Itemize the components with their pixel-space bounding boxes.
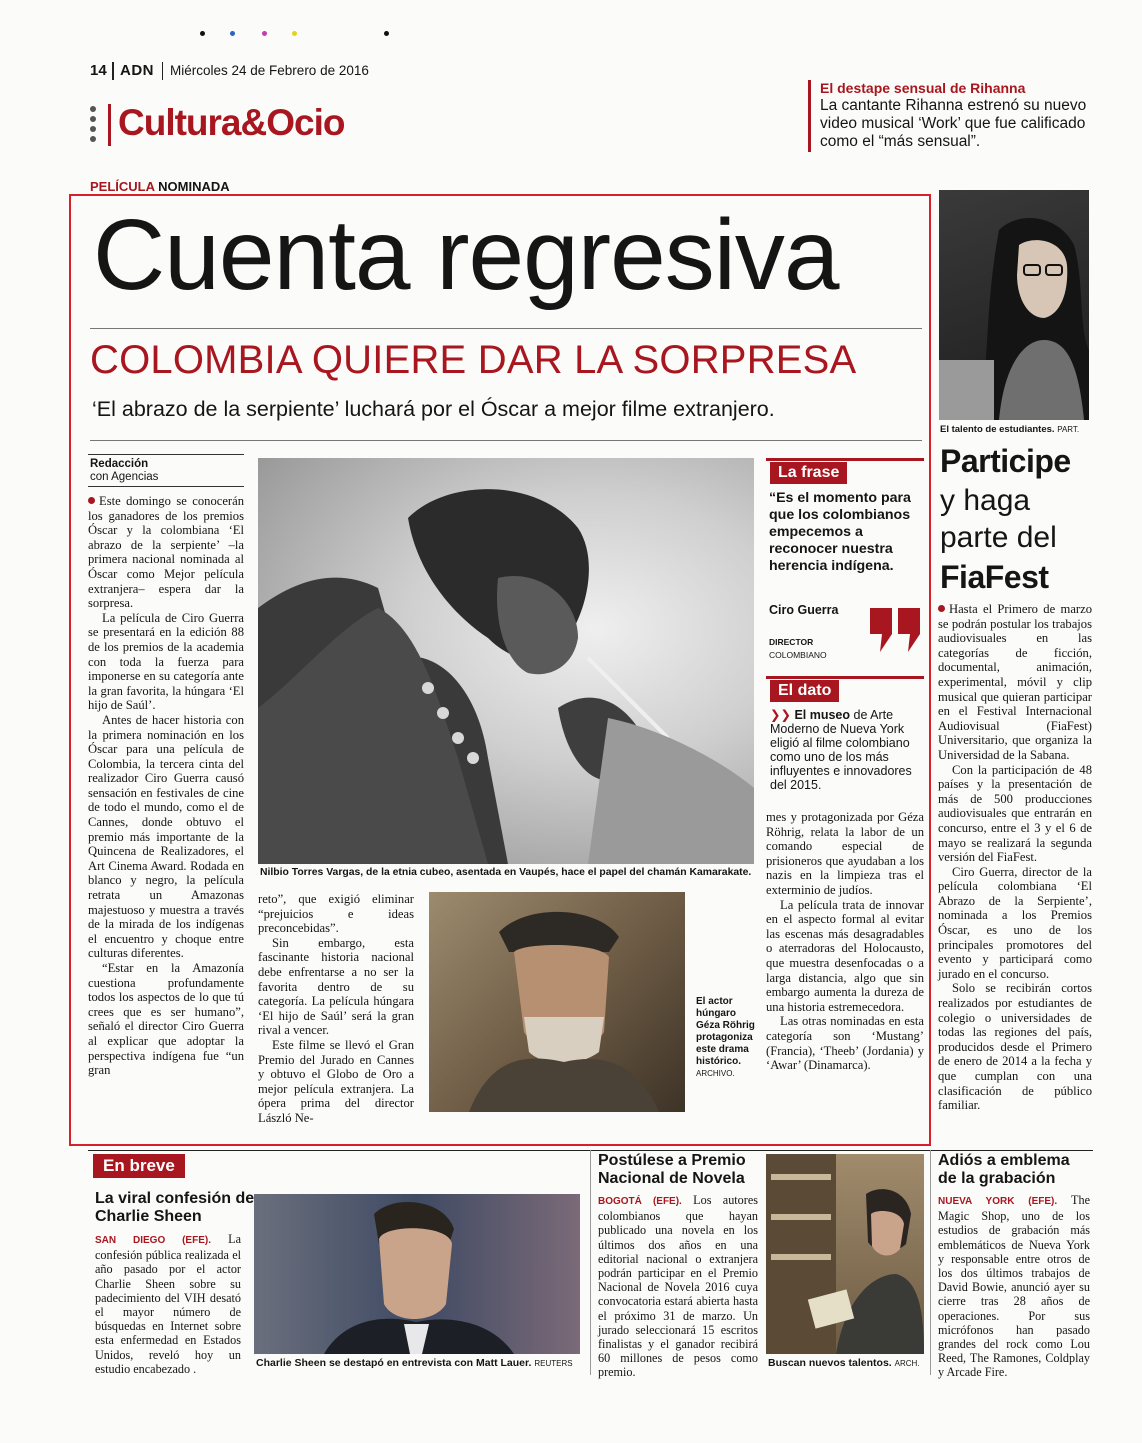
- quote-author: Ciro Guerra: [769, 603, 839, 617]
- novela-photo-caption: Buscan nuevos talentos. ARCH.: [768, 1357, 920, 1369]
- divider: [930, 1150, 931, 1375]
- novela-photo: [766, 1154, 924, 1354]
- subheadline: COLOMBIA QUIERE DAR LA SORPRESA: [90, 338, 857, 382]
- main-photo-caption: Nilbio Torres Vargas, de la etnia cubeo, asentada en Vaupés, hace el papel del chamán Kamarakate.: [260, 867, 752, 878]
- teaser-title: El destape sensual de Rihanna: [820, 80, 1026, 96]
- brief-novela-title: Postúlese a Premio Nacional de Novela: [598, 1152, 746, 1187]
- article-column-3: mes y protagonizada por Géza Röhrig, relata la labor de un comando especial de prisioneros que ayudaban a los nazis en la limpieza tras el exterminio de judíos. La película trata de innovar en el aspecto formal al evitar las escenas más desagradables o aterradoras del Holocausto, que muestra desenfocadas o a larga distancia, algo que sin embargo aumenta la dureza de una historia estremecedora. Las otras nominadas en esta categoría son ‘Mustang’ (Francia), ‘Theeb’ (Jordania) y ‘Awar’ (Dinamarca).: [766, 810, 924, 1073]
- rule: [90, 328, 922, 329]
- article-kicker: PELÍCULA NOMINADA: [90, 179, 230, 194]
- sheen-photo-caption: Charlie Sheen se destapó en entrevista con Matt Lauer. REUTERS: [256, 1357, 573, 1369]
- brief-magic-body: NUEVA YORK (EFE). The Magic Shop, uno de los estudios de grabación más emblemáticos de Nueva York y responsable entre otros de los dos últimos trabajos de David Bowie, anunció ayer su cierre tras 28 años de operaciones. Por sus micrófonos han pasado grandes del rock como Lou Reed, The Ramones, Coldplay y Arcade Fire.: [938, 1193, 1091, 1380]
- rule: [88, 454, 244, 455]
- quote-text: “Es el momento para que los colombianos empecemos a reconocer nuestra herencia indígena.: [769, 490, 911, 574]
- divider: [112, 62, 114, 80]
- rule: [766, 458, 924, 461]
- sidebar-title-3: FiaFest: [940, 559, 1049, 595]
- brief-sheen-title: La viral confesión de Charlie Sheen: [95, 1190, 255, 1225]
- briefs-label: En breve: [93, 1154, 185, 1178]
- registration-mark: [230, 31, 235, 36]
- shaman-portrait: [258, 458, 754, 864]
- rule: [88, 486, 244, 487]
- quote-author-role-2: COLOMBIANO: [769, 650, 827, 660]
- byline-sub: con Agencias: [90, 471, 159, 483]
- registration-mark: [292, 31, 297, 36]
- byline: Redacción: [90, 458, 149, 470]
- teaser-bar: [808, 80, 811, 152]
- deck: ‘El abrazo de la serpiente’ luchará por el Óscar a mejor filme extranjero.: [92, 397, 775, 421]
- quote-box-label: La frase: [770, 462, 847, 484]
- section-dots-icon: [90, 106, 96, 146]
- page-number: 14: [90, 62, 107, 79]
- sidebar-photo-caption: El talento de estudiantes. PART.: [940, 424, 1080, 435]
- sidebar-body: Hasta el Primero de marzo se podrán postular los trabajos audiovisuales en las categorías de ficción, documental, animación, experimental, móvil y clip musical que quieran participar en el Festival Internacional Audiovisual (FiaFest) Universitario, que organiza la Universidad de la Sabana. Con la participación de 48 países y la presentación de más de 500 producciones audiovisuales que entrarán en concurso, entre el 3 y el 6 de mayo se realizará la segunda versión del FiaFest. Ciro Guerra, director de la película colombiana ‘El Abrazo de la Serpiente’, nominada a los Premios Óscar, es uno de los principales promotores del evento y participará como jurado en el concurso. Solo se recibirán cortos realizados por estudiantes de colegio o universidades de todas las regiones del país, producidos desde el Primero de enero de 2014 a la fecha y que cumplan con una clasificación de público familiar.: [938, 602, 1092, 1113]
- brief-magic-title: Adiós a emblema de la grabación: [938, 1152, 1070, 1187]
- headline: Cuenta regresiva: [93, 199, 839, 311]
- brief-sheen-body: SAN DIEGO (EFE). La confesión pública realizada el año pasado por el actor Charlie Sheen sobre su padecimiento del VIH desató el mayor número de búsquedas en Internet sobre esta enfermedad en Estados Unidos, reveló hoy un estudio encabezado .: [95, 1232, 241, 1376]
- issue-date: Miércoles 24 de Febrero de 2016: [170, 63, 369, 78]
- main-photo: [258, 458, 754, 864]
- quote-marks-icon: [870, 608, 922, 657]
- sidebar-photo: [939, 190, 1089, 420]
- actor-portrait: [429, 892, 685, 1112]
- sheen-photo: [254, 1194, 580, 1354]
- quote-author-role: DIRECTOR: [769, 637, 814, 647]
- registration-mark: [384, 31, 389, 36]
- section-title: Cultura&Ocio: [118, 102, 345, 143]
- fact-box-label: El dato: [770, 680, 839, 702]
- second-photo: [429, 892, 685, 1112]
- bookshop-scene: [766, 1154, 924, 1354]
- article-column-2: reto”, que exigió eliminar “prejuicios e ideas preconcebidas”. Sin embargo, esta fascinante historia nacional debe enfrentarse a no ser la favorita dentro de su categoría. La película húngara ‘El hijo de Saúl’ será la gran rival a vencer. Este filme se llevó el Gran Premio del Jurado en Cannes y obtuvo el Globo de Oro a mejor película extranjera. La ópera prima del director László Ne-: [258, 892, 414, 1125]
- teaser-text: La cantante Rihanna estrenó su nuevo video musical ‘Work’ que fue calificado como el “más sensual”.: [820, 97, 1087, 150]
- divider: [162, 62, 163, 80]
- second-photo-caption: El actor húngaro Géza Röhrig protagoniza este drama histórico. ARCHIVO.: [696, 996, 755, 1078]
- brand-logo: ADN: [120, 62, 154, 79]
- rule: [766, 676, 924, 679]
- brief-novela-body: BOGOTÁ (EFE). Los autores colombianos que hayan publicado una novela en los últimos dos años en una editorial nacional o extranjera podrán participar en el Premio Nacional de Novela 2016 cuya convocatoria estará abierta hasta el próximo 31 de marzo. Un jurado seleccionará 15 escritos finalistas y el ganador recibirá 60 millones de pesos como premio.: [598, 1193, 758, 1380]
- sheen-portrait: [254, 1194, 580, 1354]
- registration-mark: [262, 31, 267, 36]
- sidebar-title-2: y haga parte del: [940, 484, 1057, 554]
- rule: [90, 440, 922, 441]
- sidebar-title-1: Participe: [940, 443, 1071, 479]
- divider: [590, 1150, 591, 1375]
- student-portrait: [939, 190, 1089, 420]
- article-column-1: Este domingo se conocerán los ganadores de los premios Óscar y la colombiana ‘El abrazo de la serpiente’ –la primera nacional nominada al Óscar como Mejor película extranjera– espera dar la sorpresa. La película de Ciro Guerra se presentará en la edición 88 de los premios de la academia con toda la fuerza para imponerse en su categoría ante la gran favorita, la húngara ‘El hijo de Saúl’. Antes de hacer historia con la primera nominación en los Óscar para una película de Colombia, la tercera cinta del realizador Ciro Guerra causó sensación en festivales de cine de todo el mundo, como el de Cannes, donde obtuvo el premio más importante de la Quincena de Realizadores, el Art Cinema Award. Rodada en blanco y negro, la película retrata un Amazonas majestuoso y muestra a través de la mirada de los indígenas el encuentro y choque entre culturas diferentes. “Estar en la Amazonía cuestiona profundamente todos los aspectos de lo que tú crees que es ser humano”, señaló el director Ciro Guerra al explicar que adoptar la perspectiva indígena fue “un gran: [88, 494, 244, 1078]
- section-bar: [108, 104, 111, 146]
- fact-text: ❯❯ El museo de Arte Moderno de Nueva York eligió al filme colombiano como uno de los más influyentes e innovadores del 2015.: [770, 708, 912, 792]
- registration-mark: [200, 31, 205, 36]
